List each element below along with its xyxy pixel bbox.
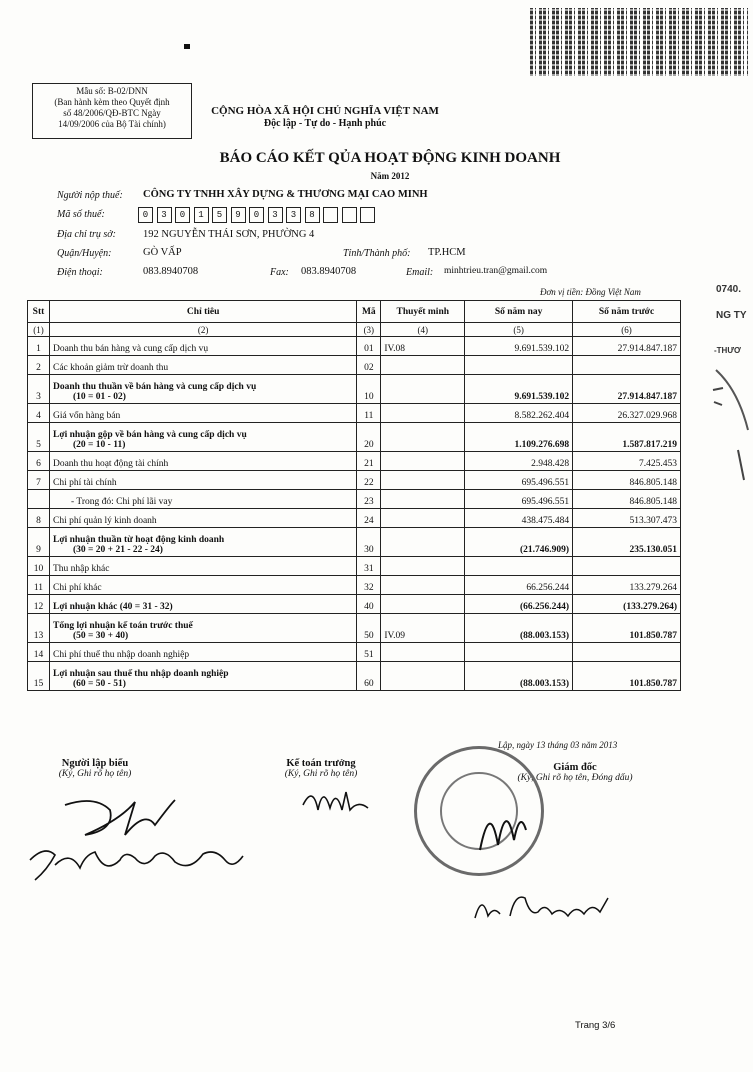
cell-stt: 7: [28, 471, 50, 490]
col-header-indicator: Chỉ tiêu: [49, 301, 356, 323]
indicator-formula: (30 = 20 + 21 - 22 - 24): [72, 545, 163, 555]
cell-prior-year: 133.279.264: [573, 576, 681, 595]
preparer-signature: [25, 790, 255, 890]
report-year: Năm 2012: [370, 171, 410, 181]
tax-code-digit: [323, 207, 338, 223]
table-row: [28, 662, 681, 691]
taxpayer-label: Người nộp thuế:: [57, 190, 123, 201]
col-number: (1): [28, 323, 50, 337]
income-statement-table: [27, 300, 681, 691]
cell-indicator: [49, 614, 356, 643]
accountant-hint: (Ký, Ghi rõ họ tên): [284, 769, 358, 779]
edge-fragment: NG TY: [716, 310, 747, 321]
indicator-formula: (50 = 30 + 40): [72, 631, 129, 641]
cell-current-year: 438.475.484: [465, 509, 573, 528]
national-motto: Độc lập - Tự do - Hạnh phúc: [263, 118, 387, 129]
cell-indicator: [49, 490, 356, 509]
cell-stt: 4: [28, 404, 50, 423]
tax-code-digit: 5: [212, 207, 227, 223]
indicator-text: Doanh thu hoạt động tài chính: [52, 459, 169, 469]
cell-stt: 2: [28, 356, 50, 375]
cell-note: [381, 528, 465, 557]
cell-current-year: 695.496.551: [465, 490, 573, 509]
cell-indicator: [49, 423, 356, 452]
email-value: minhtrieu.tran@gmail.com: [444, 266, 548, 276]
cell-indicator: [49, 356, 356, 375]
cell-code: 22: [357, 471, 381, 490]
province-value: TP.HCM: [428, 247, 466, 258]
col-header-prior: Số năm trước: [573, 301, 681, 323]
cell-stt: [28, 490, 50, 509]
table-row: [28, 337, 681, 356]
indicator-text: Giá vốn hàng bán: [52, 411, 121, 421]
cell-prior-year: 26.327.029.968: [573, 404, 681, 423]
date-line: Lập, ngày 13 tháng 03 năm 2013: [498, 740, 618, 750]
indicator-text: Lợi nhuận khác (40 = 31 - 32): [52, 602, 173, 612]
cell-prior-year: 27.914.847.187: [573, 337, 681, 356]
indicator-formula: (60 = 50 - 51): [72, 679, 126, 689]
cell-indicator: [49, 643, 356, 662]
cell-indicator: [49, 452, 356, 471]
tax-code-digit: 3: [157, 207, 172, 223]
indicator-text: Chi phí quản lý kinh doanh: [52, 516, 157, 526]
currency-unit: Đơn vị tiền: Đồng Việt Nam: [540, 287, 641, 297]
cell-note: [381, 509, 465, 528]
cell-note: [381, 490, 465, 509]
cell-stt: 5: [28, 423, 50, 452]
accountant-block: [236, 758, 406, 779]
cell-code: 32: [357, 576, 381, 595]
cell-code: 20: [357, 423, 381, 452]
cell-code: 50: [357, 614, 381, 643]
cell-current-year: (66.256.244): [465, 595, 573, 614]
cell-stt: 1: [28, 337, 50, 356]
table-header-row: [28, 301, 681, 323]
cell-code: 21: [357, 452, 381, 471]
cell-current-year: 8.582.262.404: [465, 404, 573, 423]
table-row: [28, 528, 681, 557]
indicator-text: Chi phí thuế thu nhập doanh nghiệp: [52, 650, 190, 660]
cell-stt: 12: [28, 595, 50, 614]
cell-prior-year: 235.130.051: [573, 528, 681, 557]
table-row: [28, 557, 681, 576]
tax-code-digit: 8: [305, 207, 320, 223]
form-issued-line: số 48/2006/QĐ-BTC Ngày: [63, 108, 161, 118]
fax-label: Fax:: [270, 267, 289, 278]
table-row: [28, 375, 681, 404]
cell-code: 30: [357, 528, 381, 557]
cell-code: 31: [357, 557, 381, 576]
district-label: Quận/Huyện:: [57, 248, 112, 259]
cell-indicator: [49, 404, 356, 423]
col-number: (2): [49, 323, 356, 337]
cell-current-year: (88.003.153): [465, 614, 573, 643]
cell-indicator: [49, 375, 356, 404]
indicator-text: Chi phí khác: [52, 583, 102, 593]
cell-current-year: (88.003.153): [465, 662, 573, 691]
cell-prior-year: [573, 643, 681, 662]
cell-note: IV.09: [381, 614, 465, 643]
cell-current-year: [465, 643, 573, 662]
cell-prior-year: 101.850.787: [573, 614, 681, 643]
cell-note: [381, 375, 465, 404]
table-row: [28, 423, 681, 452]
cell-code: 23: [357, 490, 381, 509]
tax-code-digit: 9: [231, 207, 246, 223]
cell-note: [381, 471, 465, 490]
indicator-text: Doanh thu thuần về bán hàng và cung cấp dịch vụ: [52, 382, 257, 392]
table-row: [28, 404, 681, 423]
cell-indicator: [49, 337, 356, 356]
cell-prior-year: 27.914.847.187: [573, 375, 681, 404]
indicator-text: Lợi nhuận gộp về bán hàng và cung cấp dịch vụ: [52, 430, 247, 440]
indicator-text: Doanh thu bán hàng và cung cấp dịch vụ: [52, 344, 209, 354]
cell-current-year: [465, 557, 573, 576]
cell-code: 60: [357, 662, 381, 691]
cell-note: [381, 452, 465, 471]
cell-stt: 6: [28, 452, 50, 471]
edge-fragment: 0740.: [716, 284, 742, 295]
address-value: 192 NGUYỄN THÁI SƠN, PHƯỜNG 4: [143, 229, 315, 240]
cell-note: [381, 356, 465, 375]
taxpayer-name: CÔNG TY TNHH XÂY DỰNG & THƯƠNG MẠI CAO MINH: [143, 189, 428, 200]
province-label: Tỉnh/Thành phố:: [343, 248, 411, 259]
column-number-row: [28, 323, 681, 337]
cell-stt: 3: [28, 375, 50, 404]
indicator-text: Tổng lợi nhuận kế toán trước thuế: [52, 621, 193, 631]
cell-note: [381, 423, 465, 452]
form-issued-line: (Ban hành kèm theo Quyết định: [54, 97, 170, 107]
address-label: Địa chỉ trụ sở:: [57, 229, 116, 240]
indicator-formula: (20 = 10 - 11): [72, 440, 126, 450]
director-name-signature: [470, 888, 620, 928]
cell-indicator: [49, 528, 356, 557]
cell-current-year: (21.746.909): [465, 528, 573, 557]
form-code-box: [32, 83, 192, 139]
table-row: [28, 614, 681, 643]
cell-indicator: [49, 557, 356, 576]
cell-stt: 14: [28, 643, 50, 662]
phone-value: 083.8940708: [143, 266, 199, 277]
cell-prior-year: [573, 557, 681, 576]
form-issued-line: 14/09/2006 của Bộ Tài chính): [58, 119, 166, 129]
cell-note: [381, 662, 465, 691]
email-label: Email:: [406, 267, 434, 278]
tax-code-digit: 0: [138, 207, 153, 223]
accountant-title: Kế toán trưởng: [286, 758, 356, 769]
cell-indicator: [49, 471, 356, 490]
table-row: [28, 356, 681, 375]
preparer-title: Người lập biểu: [61, 758, 129, 769]
cell-note: [381, 576, 465, 595]
tax-code-digit: 1: [194, 207, 209, 223]
cell-prior-year: 7.425.453: [573, 452, 681, 471]
cell-current-year: 2.948.428: [465, 452, 573, 471]
cell-current-year: [465, 356, 573, 375]
col-number: (3): [357, 323, 381, 337]
cell-prior-year: 101.850.787: [573, 662, 681, 691]
cell-current-year: 9.691.539.102: [465, 337, 573, 356]
cell-note: [381, 595, 465, 614]
col-header-code: Mã: [357, 301, 381, 323]
tax-code-digit: [342, 207, 357, 223]
cell-prior-year: 846.805.148: [573, 471, 681, 490]
preparer-hint: (Ký, Ghi rõ họ tên): [58, 769, 132, 779]
preparer-block: [20, 758, 170, 779]
cell-prior-year: 513.307.473: [573, 509, 681, 528]
cell-code: 24: [357, 509, 381, 528]
cell-stt: 10: [28, 557, 50, 576]
cell-code: 10: [357, 375, 381, 404]
report-title: BÁO CÁO KẾT QỦA HOẠT ĐỘNG KINH DOANH: [219, 150, 561, 166]
cell-current-year: 695.496.551: [465, 471, 573, 490]
cell-note: IV.08: [381, 337, 465, 356]
form-code: Mẫu số: B-02/DNN: [76, 86, 148, 96]
col-header-current: Số năm nay: [465, 301, 573, 323]
edge-stamp-fragment: [708, 330, 753, 490]
cell-code: 51: [357, 643, 381, 662]
cell-stt: 9: [28, 528, 50, 557]
cell-note: [381, 643, 465, 662]
indicator-text: - Trong đó: Chi phí lãi vay: [70, 497, 173, 507]
scan-speck: [184, 44, 190, 49]
table-row: [28, 595, 681, 614]
table-row: [28, 490, 681, 509]
col-number: (4): [381, 323, 465, 337]
cell-current-year: 1.109.276.698: [465, 423, 573, 452]
director-hint: (Ký, Ghi rõ họ tên, Đóng dấu): [517, 773, 633, 783]
cell-stt: 15: [28, 662, 50, 691]
indicator-text: Lợi nhuận thuần từ hoạt động kinh doanh: [52, 535, 225, 545]
director-initials-signature: [470, 790, 530, 860]
cell-code: 40: [357, 595, 381, 614]
cell-indicator: [49, 509, 356, 528]
cell-prior-year: [573, 356, 681, 375]
table-row: [28, 452, 681, 471]
col-header-note: Thuyết minh: [381, 301, 465, 323]
cell-code: 01: [357, 337, 381, 356]
cell-prior-year: (133.279.264): [573, 595, 681, 614]
tax-code-label: Mã số thuế:: [57, 209, 105, 220]
tax-code-digit: 3: [286, 207, 301, 223]
barcode-grain: [530, 8, 748, 76]
page-number: Trang 3/6: [575, 1020, 616, 1031]
table-row: [28, 471, 681, 490]
cell-current-year: 9.691.539.102: [465, 375, 573, 404]
table-row: [28, 509, 681, 528]
table-row: [28, 643, 681, 662]
tax-code-digit: [360, 207, 375, 223]
indicator-text: Chi phí tài chính: [52, 478, 117, 488]
edge-fragment: -THƯƠ: [714, 346, 741, 355]
cell-note: [381, 557, 465, 576]
cell-note: [381, 404, 465, 423]
cell-stt: 13: [28, 614, 50, 643]
col-number: (6): [573, 323, 681, 337]
cell-indicator: [49, 576, 356, 595]
cell-code: 11: [357, 404, 381, 423]
cell-current-year: 66.256.244: [465, 576, 573, 595]
cell-prior-year: 1.587.817.219: [573, 423, 681, 452]
cell-indicator: [49, 662, 356, 691]
cell-code: 02: [357, 356, 381, 375]
indicator-text: Thu nhập khác: [52, 564, 110, 574]
tax-code-digit: 3: [268, 207, 283, 223]
national-title: CỘNG HÒA XÃ HỘI CHỦ NGHĨA VIỆT NAM: [211, 105, 439, 117]
cell-stt: 11: [28, 576, 50, 595]
cell-stt: 8: [28, 509, 50, 528]
fax-value: 083.8940708: [301, 266, 357, 277]
table-row: [28, 576, 681, 595]
indicator-text: Các khoản giảm trừ doanh thu: [52, 363, 169, 373]
col-number: (5): [465, 323, 573, 337]
cell-prior-year: 846.805.148: [573, 490, 681, 509]
tax-code-digit: 0: [249, 207, 264, 223]
col-header-stt: Stt: [28, 301, 50, 323]
cell-indicator: [49, 595, 356, 614]
accountant-signature: [298, 780, 388, 820]
district-value: GÒ VẤP: [143, 247, 182, 258]
tax-code-digit: 0: [175, 207, 190, 223]
director-title: Giám đốc: [553, 762, 597, 773]
phone-label: Điện thoại:: [57, 267, 103, 278]
indicator-formula: (10 = 01 - 02): [72, 392, 126, 402]
indicator-text: Lợi nhuận sau thuế thu nhập doanh nghiệp: [52, 669, 229, 679]
